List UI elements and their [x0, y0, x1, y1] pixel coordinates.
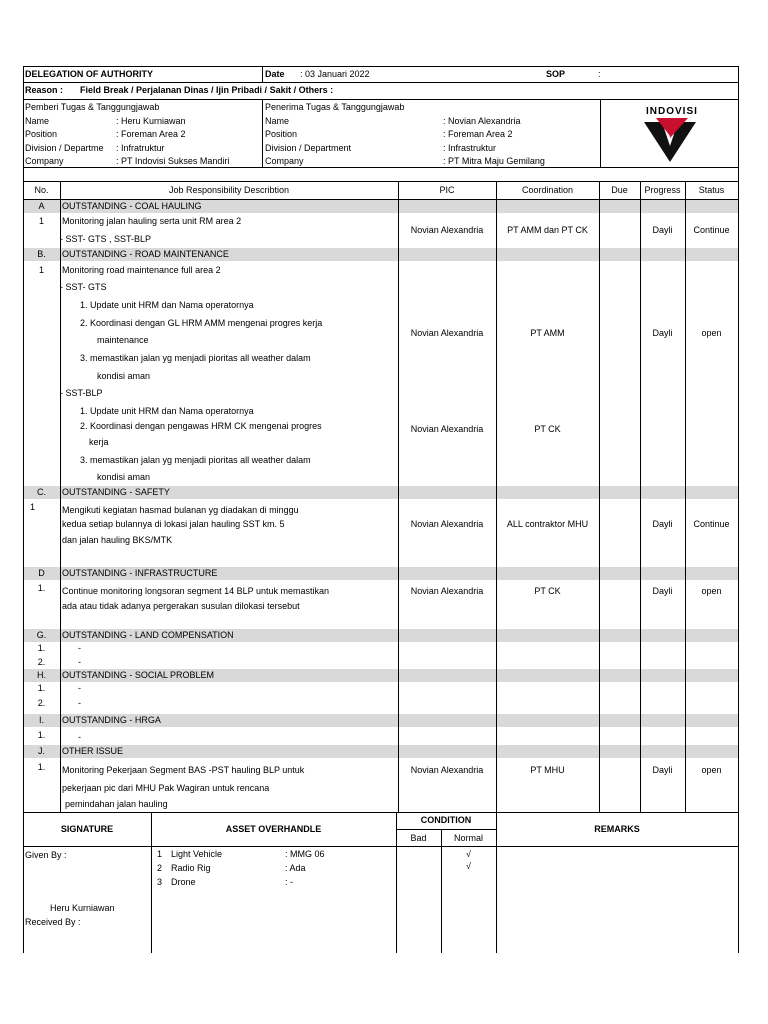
asset-3-name: Drone	[171, 877, 196, 887]
j-status: open	[701, 765, 722, 775]
b-line1: Monitoring road maintenance full area 2	[62, 265, 221, 275]
giver-position-label: Position	[25, 129, 58, 139]
asset-3-value: : -	[285, 877, 293, 887]
section-a-title: OUTSTANDING - COAL HAULING	[62, 201, 202, 211]
b-gts2b: maintenance	[97, 335, 149, 345]
g-n2: 2.	[37, 657, 46, 667]
asset-2-no: 2	[157, 863, 163, 873]
d-coord: PT CK	[534, 586, 561, 596]
section-j-title: OTHER ISSUE	[62, 746, 124, 756]
section-d-title: OUTSTANDING - INFRASTRUCTURE	[62, 568, 218, 578]
b-blp3b: kondisi aman	[97, 472, 151, 482]
section-h-title: OUTSTANDING - SOCIAL PROBLEM	[62, 670, 215, 680]
section-a-no: A	[38, 201, 45, 211]
asset-1-normal-check: √	[466, 849, 471, 859]
section-b-no: B.	[37, 249, 46, 259]
b-item-no: 1	[38, 265, 44, 275]
sop-value: :	[598, 69, 601, 79]
section-c-title: OUTSTANDING - SAFETY	[62, 487, 170, 497]
receiver-name-label: Name	[265, 116, 290, 126]
b-blp1: 1. Update unit HRM dan Nama operatornya	[80, 406, 254, 416]
receiver-division-label: Division / Department	[265, 143, 352, 153]
h-n1: 1.	[37, 683, 46, 693]
h-n2: 2.	[37, 698, 46, 708]
logo-v-icon	[640, 116, 700, 164]
d-line1: Continue monitoring longsoran segment 14 BLP untuk memastikan	[62, 586, 329, 596]
col-job: Job Responsibility Describtion	[168, 185, 290, 195]
section-j-band	[24, 745, 738, 758]
receiver-position-label: Position	[265, 129, 298, 139]
receiver-heading: Penerima Tugas & Tanggungjawab	[265, 102, 405, 112]
d-pic: Novian Alexandria	[410, 586, 484, 596]
j-pic: Novian Alexandria	[410, 765, 484, 775]
receiver-name-value: : Novian Alexandria	[443, 116, 521, 126]
section-j-no: J.	[37, 746, 45, 756]
section-b-title: OUTSTANDING - ROAD MAINTENANCE	[62, 249, 229, 259]
reason-value: Field Break / Perjalanan Dinas / Ijin Pribadi / Sakit / Others :	[80, 85, 334, 95]
d-status: open	[701, 586, 722, 596]
j-line3: pemindahan jalan hauling	[65, 799, 168, 809]
i-v1: -	[78, 732, 81, 742]
col-due: Due	[611, 185, 628, 195]
remarks-header: REMARKS	[594, 824, 640, 834]
g-n1: 1.	[37, 643, 46, 653]
a-pic: Novian Alexandria	[410, 225, 484, 235]
j-line1: Monitoring Pekerjaan Segment BAS -PST hauling BLP untuk	[62, 765, 305, 775]
col-no: No.	[34, 185, 49, 195]
b-gts3a: 3. memastikan jalan yg menjadi pioritas all weather dalam	[80, 353, 311, 363]
asset-1-no: 1	[157, 849, 163, 859]
giver-heading: Pemberi Tugas & Tanggungjawab	[25, 102, 160, 112]
section-g-no: G.	[36, 630, 47, 640]
a-status: Continue	[693, 225, 730, 235]
j-progress: Dayli	[652, 765, 673, 775]
date-value: : 03 Januari 2022	[300, 69, 370, 79]
section-i-title: OUTSTANDING - HRGA	[62, 715, 161, 725]
c-line2: kedua setiap bulannya di lokasi jalan hauling SST km. 5	[62, 519, 285, 529]
j-coord: PT MHU	[530, 765, 565, 775]
giver-name-label: Name	[25, 116, 50, 126]
col-pic: PIC	[439, 185, 455, 195]
col-status: Status	[698, 185, 725, 195]
c-pic: Novian Alexandria	[410, 519, 484, 529]
b-gts-status: open	[701, 328, 722, 338]
section-i-no: I.	[38, 715, 44, 725]
section-c-no: C.	[37, 487, 46, 497]
b-gts2a: 2. Koordinasi dengan GL HRM AMM mengenai progres kerja	[80, 318, 323, 328]
b-gts-progress: Dayli	[652, 328, 673, 338]
signature-header: SIGNATURE	[60, 824, 114, 834]
a-line1: Monitoring jalan hauling serta unit RM area 2	[62, 216, 242, 226]
given-by-label: Given By :	[25, 850, 67, 860]
b-blp2b: kerja	[89, 437, 109, 447]
c-progress: Dayli	[652, 519, 673, 529]
d-line2: ada atau tidak adanya pergerakan susulan dilokasi tersebut	[62, 601, 300, 611]
asset-1-name: Light Vehicle	[171, 849, 223, 859]
col-progress: Progress	[644, 185, 681, 195]
condition-header: CONDITION	[420, 815, 472, 825]
a-progress: Dayli	[652, 225, 673, 235]
c-line1: Mengikuti kegiatan hasmad bulanan yg diadakan di minggu	[62, 505, 299, 515]
received-by-label: Received By :	[25, 917, 81, 927]
giver-position-value: : Foreman Area 2	[116, 129, 186, 139]
bad-header: Bad	[410, 833, 427, 843]
a-coord: PT AMM dan PT CK	[507, 225, 588, 235]
b-gts3b: kondisi aman	[97, 371, 151, 381]
h-v2: -	[78, 698, 81, 708]
receiver-company-label: Company	[265, 156, 304, 166]
signer-name: Heru Kurniawan	[50, 903, 115, 913]
b-blp3a: 3. memastikan jalan yg menjadi pioritas all weather dalam	[80, 455, 311, 465]
g-v2: -	[78, 657, 81, 667]
c-coord: ALL contraktor MHU	[506, 519, 589, 529]
logo-text: INDOVISI	[646, 106, 698, 117]
a-line2: - SST- GTS , SST-BLP	[60, 234, 152, 244]
section-d-no: D	[38, 568, 45, 578]
d-item-no: 1.	[37, 583, 46, 593]
normal-header: Normal	[453, 833, 483, 843]
date-label: Date	[265, 69, 285, 79]
asset-1-value: : MMG 06	[285, 849, 325, 859]
b-blp-pic: Novian Alexandria	[410, 424, 484, 434]
b-gts1: 1. Update unit HRM dan Nama operatornya	[80, 300, 254, 310]
receiver-position-value: : Foreman Area 2	[443, 129, 513, 139]
indovisi-logo	[640, 106, 700, 162]
giver-name-value: : Heru Kurniawan	[116, 116, 186, 126]
section-h-no: H.	[37, 670, 46, 680]
j-line2: pekerjaan pic dari MHU Pak Wagiran untuk rencana	[62, 783, 270, 793]
d-progress: Dayli	[652, 586, 673, 596]
a-item-no: 1	[38, 216, 44, 226]
document-title: DELEGATION OF AUTHORITY	[25, 69, 153, 79]
i-n1: 1.	[37, 730, 46, 740]
b-gts-label: - SST- GTS	[60, 282, 107, 292]
b-gts-coord: PT AMM	[530, 328, 565, 338]
asset-2-name: Radio Rig	[171, 863, 211, 873]
b-blp2a: 2. Koordinasi dengan pengawas HRM CK mengenai progres	[80, 421, 322, 431]
asset-2-value: : Ada	[285, 863, 306, 873]
b-blp-label: - SST-BLP	[60, 388, 103, 398]
col-coordination: Coordination	[521, 185, 574, 195]
c-status: Continue	[693, 519, 730, 529]
g-v1: -	[78, 643, 81, 653]
reason-label: Reason :	[25, 85, 64, 95]
asset-2-normal-check: √	[466, 861, 471, 871]
b-gts-pic: Novian Alexandria	[410, 328, 484, 338]
c-item-no: 1	[30, 502, 36, 512]
giver-company-label: Company	[25, 156, 64, 166]
giver-company-value: : PT Indovisi Sukses Mandiri	[116, 156, 230, 166]
h-v1: -	[78, 683, 81, 693]
b-blp-coord: PT CK	[534, 424, 561, 434]
c-line3: dan jalan hauling BKS/MTK	[62, 535, 173, 545]
receiver-division-value: : Infrastruktur	[443, 143, 497, 153]
sop-label: SOP	[546, 69, 566, 79]
asset-3-no: 3	[157, 877, 163, 887]
giver-division-label: Division / Departme	[25, 143, 104, 153]
asset-header: ASSET OVERHANDLE	[225, 824, 322, 834]
section-g-title: OUTSTANDING - LAND COMPENSATION	[62, 630, 234, 640]
j-item-no: 1.	[37, 762, 46, 772]
receiver-company-value: : PT Mitra Maju Gemilang	[443, 156, 545, 166]
giver-division-value: : Infratruktur	[116, 143, 165, 153]
